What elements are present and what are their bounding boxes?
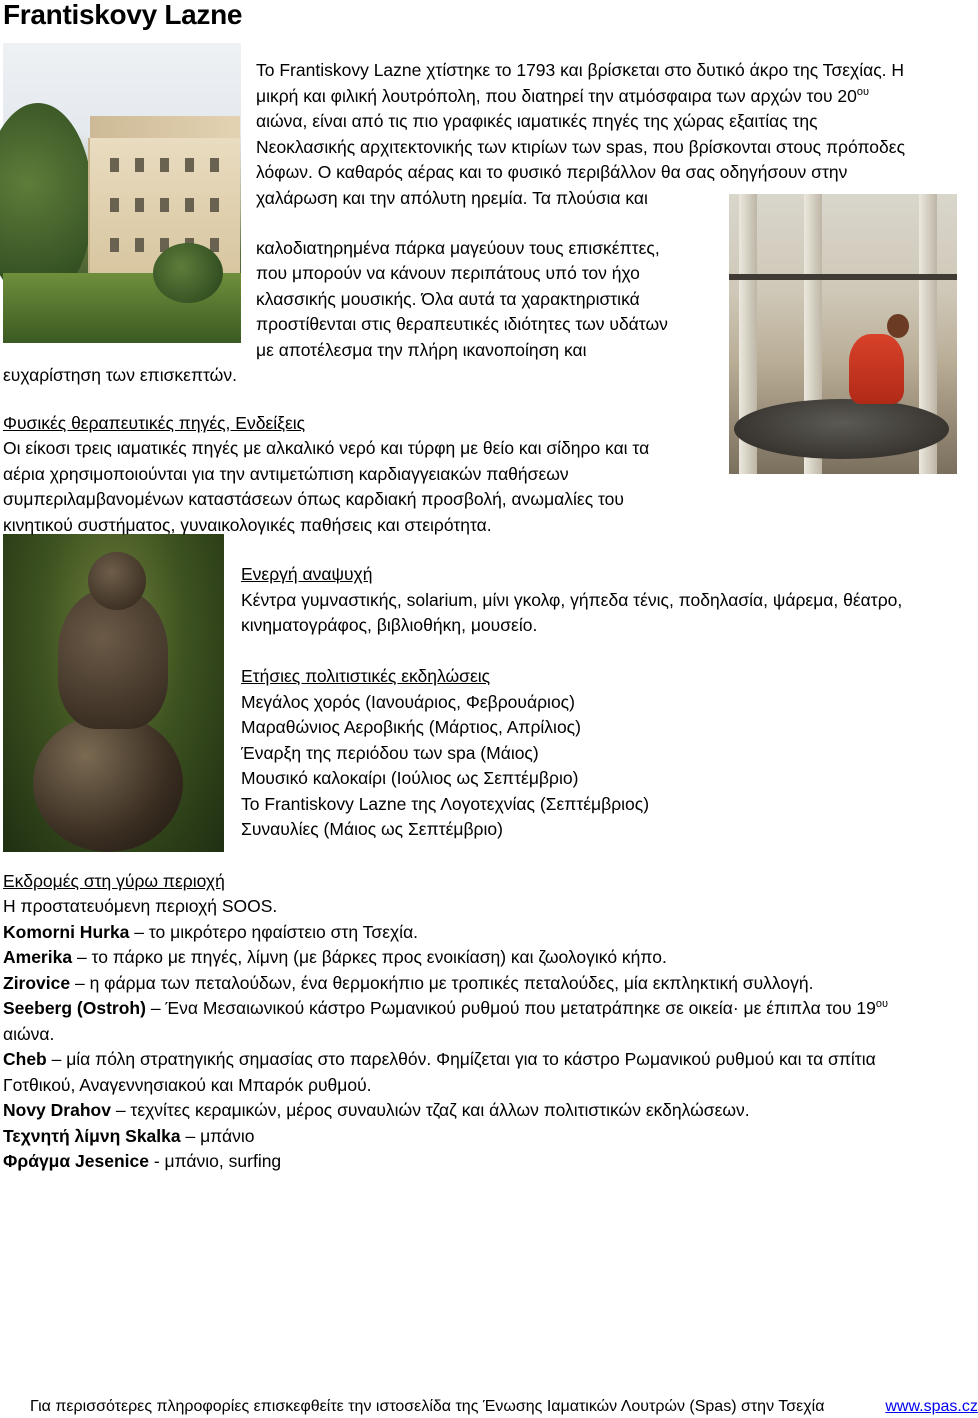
excursion-jesenice: Φράγμα Jesenice - μπάνιο, surfing	[3, 1151, 282, 1171]
intro-line: χαλάρωση και την απόλυτη ηρεμία. Τα πλούσια και	[256, 187, 648, 208]
recreation-line: Κέντρα γυμναστικής, solarium, μίνι γκολφ, γήπεδα τένις, ποδηλασία, ψάρεμα, θέατρο,	[241, 590, 903, 610]
footer	[30, 1397, 978, 1417]
recreation-heading: Ενεργή αναψυχή	[241, 564, 373, 584]
springs-line: κινητικού συστήματος, γυναικολογικές παθήσεις και στειρότητα.	[3, 515, 492, 535]
spa-building-photo	[3, 43, 241, 343]
intro-line: προστίθενται στις θεραπευτικές ιδιότητες των υδάτων	[256, 314, 668, 334]
intro-line: Το Frantiskovy Lazne χτίστηκε το 1793 και βρίσκεται στο δυτικό άκρο της Τσεχίας. Η	[256, 60, 905, 80]
footer-link[interactable]: www.spas.cz	[885, 1398, 978, 1415]
springs-line: αέρια χρησιμοποιούνται για την αντιμετώπιση καρδιαγγειακών παθήσεων	[3, 464, 569, 484]
excursion-zirovice: Zirovice – η φάρμα των πεταλούδων, ένα θερμοκήπιο με τροπικές πεταλούδες, μία εκπληκτική συλλογή.	[3, 973, 814, 993]
page-title: Frantiskovy Lazne	[3, 0, 243, 30]
intro-line: αιώνα, είναι από τις πιο γραφικές ιαματικές πηγές της χώρας εξαιτίας της	[256, 111, 818, 131]
intro-line: κλασσικής μουσικής. Όλα αυτά τα χαρακτηριστικά	[256, 289, 640, 309]
excursion-seeberg-cont: αιώνα.	[3, 1024, 55, 1044]
event-item: Μεγάλος χορός (Ιανουάριος, Φεβρουάριος)	[241, 692, 575, 712]
spring-pavilion-photo	[729, 194, 957, 474]
springs-line: Οι είκοσι τρεις ιαματικές πηγές με αλκαλικό νερό και τύρφη με θείο και σίδηρο και τα	[3, 438, 650, 458]
events-heading: Ετήσιες πολιτιστικές εκδηλώσεις	[241, 666, 491, 686]
excursion-komorni: Komorni Hurka – το μικρότερο ηφαίστειο στη Τσεχία.	[3, 922, 419, 942]
intro-line: καλοδιατηρημένα πάρκα μαγεύουν τους επισκέπτες,	[256, 238, 660, 258]
statue-photo	[3, 534, 224, 852]
intro-line: Νεοκλασικής αρχιτεκτονικής των κτιρίων των spas, που βρίσκονται στους πρόποδες	[256, 136, 906, 157]
recreation-line: κινηματογράφος, βιβλιοθήκη, μουσείο.	[241, 615, 538, 635]
event-item: Το Frantiskovy Lazne της Λογοτεχνίας (Σεπτέμβριος)	[241, 794, 650, 814]
excursion-soos: Η προστατευόμενη περιοχή SOOS.	[3, 896, 278, 916]
event-item: Έναρξη της περιόδου των spa (Μάιος)	[241, 743, 539, 763]
intro-line: μικρή και φιλική λουτρόπολη, που διατηρεί την ατμόσφαιρα των αρχών του $20^{o\upsilon}$	[256, 85, 869, 106]
intro-paragraph	[256, 58, 953, 211]
intro-line: με αποτέλεσμα την πλήρη ικανοποίηση και	[256, 340, 587, 360]
footer-text: Για περισσότερες πληροφορίες επισκεφθείτε την ιστοσελίδα της Ένωσης Ιαματικών Λουτρών (Spas) στην Τσεχία	[30, 1398, 825, 1415]
intro-line: ευχαρίστηση των επισκεπτών.	[3, 365, 237, 385]
excursion-skalka: Τεχνητή λίμνη Skalka – μπάνιο	[3, 1126, 255, 1146]
springs-line: συμπεριλαμβανομένων καταστάσεων όπως καρδιακή προσβολή, ανωμαλίες του	[3, 489, 624, 509]
intro-line: που μπορούν να κάνουν περιπάτους υπό τον ήχο	[256, 263, 640, 283]
event-item: Μαραθώνιος Αεροβικής (Μάρτιος, Απρίλιος)	[241, 717, 581, 737]
intro-line: λόφων. Ο καθαρός αέρας και το φυσικό περιβάλλον θα σας οδηγήσουν στην	[256, 162, 848, 182]
excursion-amerika: Amerika – το πάρκο με πηγές, λίμνη (με βάρκες προς ενοικίαση) και ζωολογικό κήπο.	[3, 947, 667, 967]
excursions-heading: Εκδρομές στη γύρω περιοχή	[3, 871, 225, 891]
excursion-novy: Novy Drahov – τεχνίτες κεραμικών, μέρος συναυλιών τζαζ και άλλων πολιτιστικών εκδηλώσεων.	[3, 1100, 750, 1120]
event-item: Συναυλίες (Μάιος ως Σεπτέμβριο)	[241, 819, 503, 839]
excursion-cheb: Cheb – μία πόλη στρατηγικής σημασίας στο παρελθόν. Φημίζεται για το κάστρο Ρωμανικού ρυθμού και τα σπίτια	[3, 1049, 876, 1069]
excursion-seeberg: Seeberg (Ostroh) – Ένα Μεσαιωνικού κάστρο Ρωμανικού ρυθμού που μετατράπηκε σε οικεία· με έπιπλα του $19^{o\upsilon}$	[3, 998, 889, 1018]
springs-heading: Φυσικές θεραπευτικές πηγές, Ενδείξεις	[3, 413, 306, 433]
event-item: Μουσικό καλοκαίρι (Ιούλιος ως Σεπτέμβριο)	[241, 768, 579, 788]
excursion-cheb-cont: Γοτθικού, Αναγεννησιακού και Μπαρόκ ρυθμού.	[3, 1075, 372, 1095]
